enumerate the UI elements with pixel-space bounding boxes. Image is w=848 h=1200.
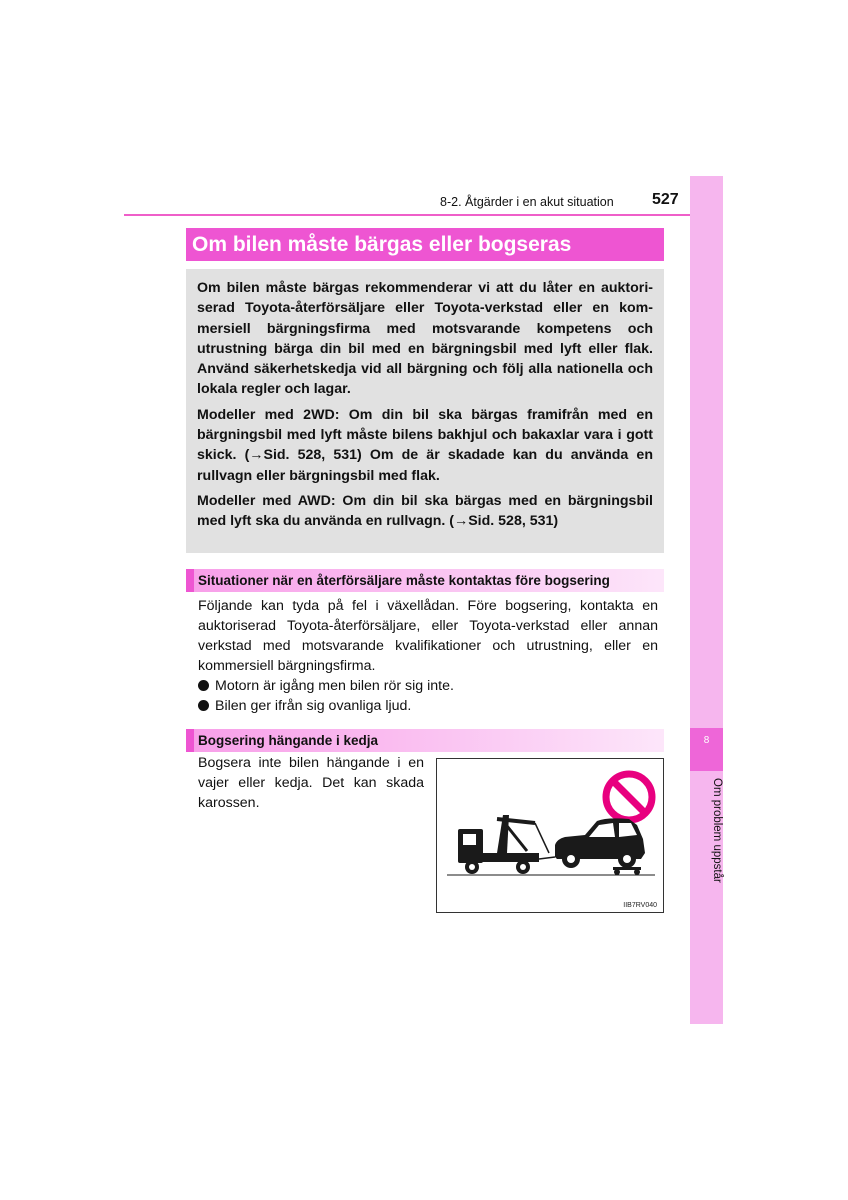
bullet-icon: [198, 680, 209, 691]
prohibition-icon: [606, 774, 652, 820]
page-title: Om bilen måste bärgas eller bogseras: [186, 228, 664, 261]
bullet-icon: [198, 700, 209, 711]
towing-illustration: [436, 758, 664, 913]
chapter-title: Om problem uppstår: [711, 778, 723, 883]
section2-text: Bogsera inte bilen hängande i en vajer eller kedja. Det kan skada karossen.: [198, 755, 424, 811]
chapter-number: 8: [703, 735, 710, 746]
tow-truck-icon: [458, 815, 555, 874]
page-number: 527: [652, 191, 679, 208]
header-divider: [124, 214, 690, 216]
info-box: [186, 269, 664, 553]
car-icon: [555, 818, 645, 875]
figure-code: IIB7RV040: [623, 902, 657, 909]
subheading-dealer-contact: Situationer när en återförsäljare måste kontaktas före bogsering: [186, 569, 664, 592]
section1-text: Följande kan tyda på fel i växellådan. Före bogsering, kontakta en auktoriserad Toyota-återförsäljare, eller Toyota-verkstad eller annan verkstad med motsvarande kvalifikationer och utrustning, eller en kommersiell bärgningsfirma.: [198, 598, 658, 674]
info-paragraph: Om bilen måste bärgas rekommenderar vi att du låter en auktori-serad Toyota-återförsäljare eller Toyota-verkstad eller en kom-mersiell bärgningsfirma med motsvarande kompetens och utrustning bärga din bil med en bärgningsbil med lyft eller flak. Använd säkerhetskedja vid all bärgning och följ alla nationella och lokala regler och lagar.: [197, 280, 653, 398]
list-item: [198, 676, 454, 696]
subheading-chain-towing: Bogsering hängande i kedja: [186, 729, 664, 752]
info-paragraph: Modeller med AWD: Om din bil ska bärgas med en bärgningsbil med lyft ska du använda en rullvagn. (→Sid. 528, 531): [197, 492, 653, 530]
section-heading: 8-2. Åtgärder i en akut situation: [440, 195, 614, 209]
list-item-text: Motorn är igång men bilen rör sig inte.: [215, 678, 454, 694]
list-item: [198, 696, 411, 716]
towing-drawing: [437, 759, 665, 914]
info-paragraph: Modeller med 2WD: Om din bil ska bärgas framifrån med en bärgningsbil med lyft måste bilens bakhjul och bakaxlar vara i gott skick. (→Sid. 528, 531) Om de är skadade kan du använda en rullvagn eller bärgningsbil med flak.: [197, 406, 653, 484]
list-item-text: Bilen ger ifrån sig ovanliga ljud.: [215, 698, 412, 714]
